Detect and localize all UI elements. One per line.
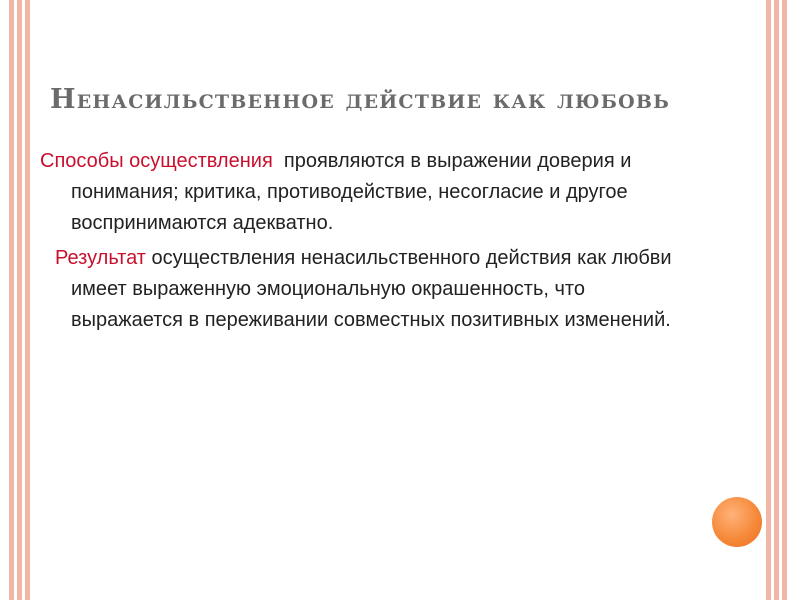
left-decorative-stripe [17, 0, 22, 600]
paragraph-result [40, 243, 700, 336]
paragraph-text: проявляются в выражении доверия и понимания; критика, противодействие, несогласие и другое воспринимаются адекватно. [71, 150, 637, 234]
right-decorative-stripe [774, 0, 779, 600]
paragraph-methods [40, 146, 700, 239]
paragraph-highlight: Результат [55, 247, 146, 269]
paragraph-text: осуществления ненасильственного действия как любви имеет выраженную эмоциональную окрашенность, что выражается в переживании совместных позитивных изменений. [71, 247, 678, 331]
left-decorative-stripe [9, 0, 14, 600]
orange-circle-decoration [712, 497, 762, 547]
slide-title: Ненасильственное действие как любовь [50, 84, 671, 115]
slide-body [40, 146, 700, 336]
right-decorative-stripe [782, 0, 787, 600]
right-decorative-stripe [766, 0, 771, 600]
left-decorative-stripe [25, 0, 30, 600]
paragraph-highlight: Способы осуществления [40, 150, 273, 172]
